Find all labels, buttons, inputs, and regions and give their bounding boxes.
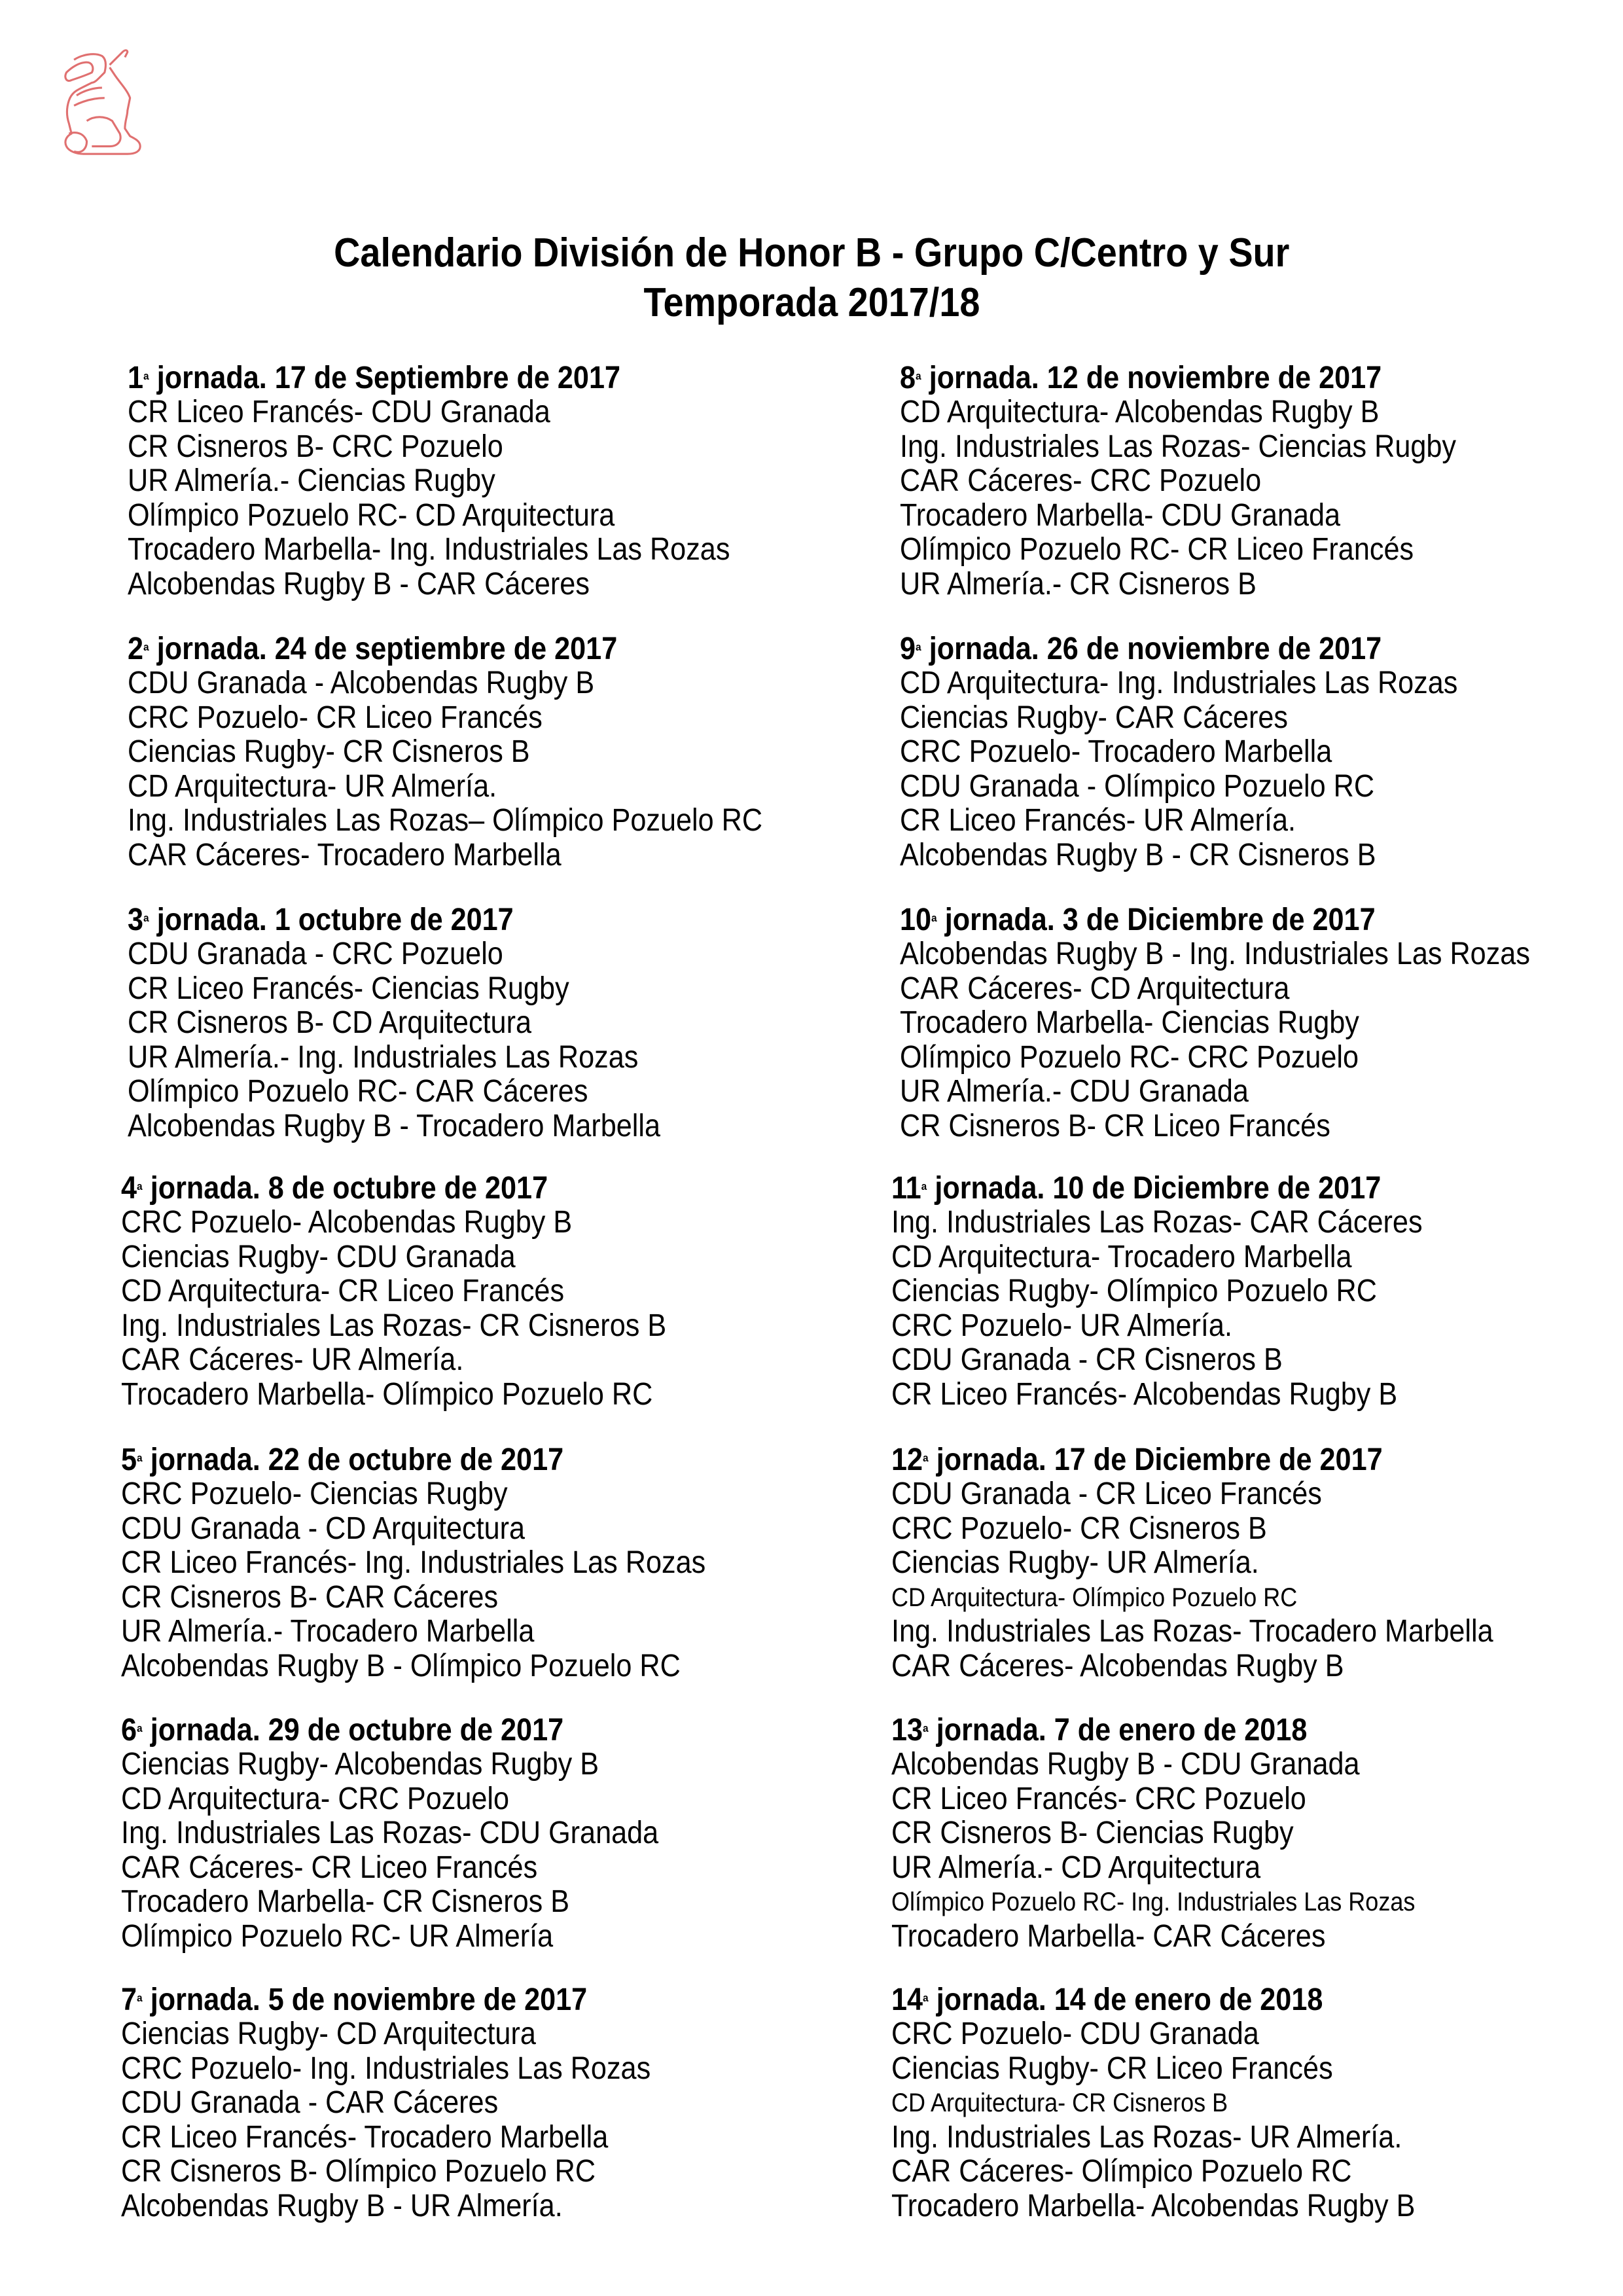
match-item: Ing. Industriales Las Rozas- CR Cisneros B <box>121 1308 667 1343</box>
lion-emblem-icon <box>47 45 152 159</box>
match-item: Alcobendas Rugby B - CAR Cáceres <box>128 566 590 601</box>
ordinal-mark: ª <box>143 912 149 931</box>
match-item: Ing. Industriales Las Rozas- CAR Cáceres <box>891 1205 1423 1240</box>
match-item: Trocadero Marbella- CR Cisneros B <box>121 1884 570 1919</box>
round-heading <box>891 1713 1569 1748</box>
match-item: CR Liceo Francés- Trocadero Marbella <box>121 2119 609 2155</box>
match-item: CAR Cáceres- CR Liceo Francés <box>121 1850 538 1885</box>
match-item: Olímpico Pozuelo RC- CRC Pozuelo <box>900 1039 1359 1075</box>
round-number: 7 <box>121 1982 137 2017</box>
round-date-label: jornada. 24 de septiembre de 2017 <box>149 632 618 666</box>
round-block <box>891 1172 1623 1412</box>
match-item: Ciencias Rugby- CD Arquitectura <box>121 2017 536 2051</box>
match-item: CAR Cáceres- UR Almería. <box>121 1342 464 1377</box>
round-block <box>121 1443 874 1683</box>
ordinal-mark: ª <box>137 1992 143 2011</box>
match-item: CRC Pozuelo- Ing. Industriales Las Rozas <box>121 2051 651 2086</box>
ordinal-mark: ª <box>916 641 921 660</box>
match-item: CR Cisneros B- CR Liceo Francés <box>900 1108 1330 1143</box>
match-item: UR Almería.- Ing. Industriales Las Rozas <box>128 1039 639 1075</box>
match-item: Olímpico Pozuelo RC- CAR Cáceres <box>128 1074 588 1109</box>
ordinal-mark: ª <box>137 1722 143 1742</box>
round-heading <box>128 632 805 666</box>
match-item: CR Liceo Francés- Ciencias Rugby <box>128 971 569 1006</box>
match-item: Trocadero Marbella- Alcobendas Rugby B <box>891 2188 1416 2223</box>
round-number: 9 <box>900 632 916 666</box>
match-item: CR Cisneros B- CAR Cáceres <box>121 1579 499 1615</box>
match-item: Ciencias Rugby- Alcobendas Rugby B <box>121 1747 599 1782</box>
match-item: UR Almería.- CD Arquitectura <box>891 1850 1261 1885</box>
round-heading <box>891 1172 1569 1206</box>
match-item: Alcobendas Rugby B - UR Almería. <box>121 2188 563 2223</box>
round-date-label: jornada. 26 de noviembre de 2017 <box>921 632 1382 666</box>
round-number: 5 <box>121 1443 137 1477</box>
match-item: CR Liceo Francés- CDU Granada <box>128 395 550 429</box>
round-date-label: jornada. 17 de Diciembre de 2017 <box>928 1443 1383 1477</box>
round-block <box>891 1443 1623 1683</box>
match-item: CD Arquitectura- UR Almería. <box>128 768 497 804</box>
match-item: Ciencias Rugby- CR Cisneros B <box>128 734 530 769</box>
round-number: 1 <box>128 361 144 395</box>
match-item: CD Arquitectura- CR Cisneros B <box>891 2089 1228 2117</box>
match-item: CRC Pozuelo- Trocadero Marbella <box>900 734 1332 769</box>
round-block <box>891 1713 1623 1954</box>
match-item: CRC Pozuelo- UR Almería. <box>891 1308 1232 1343</box>
round-heading <box>121 1172 798 1206</box>
round-date-label: jornada. 7 de enero de 2018 <box>928 1713 1308 1748</box>
round-number: 2 <box>128 632 144 666</box>
match-item: CRC Pozuelo- Alcobendas Rugby B <box>121 1205 573 1240</box>
match-item: CRC Pozuelo- CR Liceo Francés <box>128 700 543 735</box>
round-number: 13 <box>891 1713 923 1748</box>
match-item: CAR Cáceres- Trocadero Marbella <box>128 837 562 872</box>
ordinal-mark: ª <box>923 1992 929 2011</box>
match-item: Alcobendas Rugby B - CR Cisneros B <box>900 837 1376 872</box>
match-item: UR Almería.- Trocadero Marbella <box>121 1614 535 1649</box>
match-item: CR Liceo Francés- CRC Pozuelo <box>891 1781 1306 1816</box>
match-item: CRC Pozuelo- CR Cisneros B <box>891 1511 1267 1546</box>
round-number: 6 <box>121 1713 137 1748</box>
match-item: CR Cisneros B- CD Arquitectura <box>128 1005 531 1040</box>
match-item: CDU Granada - Alcobendas Rugby B <box>128 666 595 700</box>
round-number: 11 <box>891 1171 921 1206</box>
match-item: Ing. Industriales Las Rozas– Olímpico Pozuelo RC <box>128 803 763 838</box>
ordinal-mark: ª <box>923 1722 929 1742</box>
ordinal-mark: ª <box>931 912 937 931</box>
match-item: CDU Granada - Olímpico Pozuelo RC <box>900 768 1375 804</box>
round-heading <box>891 1443 1569 1477</box>
match-item: CDU Granada - CR Liceo Francés <box>891 1477 1322 1511</box>
round-date-label: jornada. 17 de Septiembre de 2017 <box>149 361 621 395</box>
match-item: Alcobendas Rugby B - Olímpico Pozuelo RC <box>121 1648 681 1683</box>
match-item: CD Arquitectura- CRC Pozuelo <box>121 1781 510 1816</box>
ordinal-mark: ª <box>923 1452 929 1471</box>
round-date-label: jornada. 12 de noviembre de 2017 <box>921 361 1382 395</box>
match-item: CAR Cáceres- Olímpico Pozuelo RC <box>891 2154 1352 2189</box>
round-number: 8 <box>900 361 916 395</box>
match-item: CD Arquitectura- Alcobendas Rugby B <box>900 395 1380 429</box>
round-number: 14 <box>891 1982 923 2017</box>
match-item: Olímpico Pozuelo RC- CD Arquitectura <box>128 497 615 533</box>
round-heading <box>121 1443 798 1477</box>
match-item: Trocadero Marbella- CAR Cáceres <box>891 1918 1326 1954</box>
match-item: CDU Granada - CAR Cáceres <box>121 2085 499 2120</box>
round-heading <box>900 361 1577 395</box>
round-date-label: jornada. 1 octubre de 2017 <box>149 903 514 937</box>
match-item: CDU Granada - CR Cisneros B <box>891 1342 1283 1377</box>
round-block <box>121 1713 874 1954</box>
match-item: Olímpico Pozuelo RC- UR Almería <box>121 1918 554 1954</box>
match-item: Trocadero Marbella- Ing. Industriales Las Rozas <box>128 532 730 567</box>
match-item: Trocadero Marbella- CDU Granada <box>900 497 1341 533</box>
round-number: 3 <box>128 903 144 937</box>
round-block <box>900 361 1623 601</box>
round-block <box>128 903 880 1143</box>
round-number: 4 <box>121 1171 137 1206</box>
match-item: Alcobendas Rugby B - Ing. Industriales Las Rozas <box>900 937 1530 971</box>
round-number: 12 <box>891 1443 923 1477</box>
match-item: CAR Cáceres- CRC Pozuelo <box>900 463 1262 498</box>
match-item: CR Cisneros B- Olímpico Pozuelo RC <box>121 2154 596 2189</box>
match-item: CR Cisneros B- Ciencias Rugby <box>891 1816 1294 1850</box>
match-item: CD Arquitectura- Ing. Industriales Las Rozas <box>900 666 1458 700</box>
match-item: UR Almería.- Ciencias Rugby <box>128 463 495 498</box>
match-item: Ing. Industriales Las Rozas- Trocadero Marbella <box>891 1614 1493 1649</box>
match-item: Trocadero Marbella- Olímpico Pozuelo RC <box>121 1376 653 1412</box>
match-item: Olímpico Pozuelo RC- Ing. Industriales Las Rozas <box>891 1888 1416 1916</box>
match-item: Ciencias Rugby- CAR Cáceres <box>900 700 1289 735</box>
match-item: Ing. Industriales Las Rozas- CDU Granada <box>121 1816 659 1850</box>
match-item: CRC Pozuelo- Ciencias Rugby <box>121 1477 508 1511</box>
ordinal-mark: ª <box>916 370 921 389</box>
round-block <box>121 1172 874 1412</box>
match-item: CR Liceo Francés- UR Almería. <box>900 803 1296 838</box>
round-heading <box>900 632 1577 666</box>
round-block <box>900 632 1623 872</box>
round-number: 10 <box>900 903 932 937</box>
round-heading <box>121 1983 798 2017</box>
round-heading <box>900 903 1577 937</box>
round-heading <box>128 361 805 395</box>
match-item: Ciencias Rugby- UR Almería. <box>891 1545 1259 1580</box>
match-item: Olímpico Pozuelo RC- CR Liceo Francés <box>900 532 1414 567</box>
round-heading <box>121 1713 798 1748</box>
match-item: UR Almería.- CDU Granada <box>900 1074 1249 1109</box>
match-item: CDU Granada - CD Arquitectura <box>121 1511 526 1546</box>
match-item: CD Arquitectura- Olímpico Pozuelo RC <box>891 1583 1298 1612</box>
round-date-label: jornada. 14 de enero de 2018 <box>928 1982 1323 2017</box>
round-block <box>121 1983 874 2223</box>
round-date-label: jornada. 10 de Diciembre de 2017 <box>927 1171 1382 1206</box>
match-item: Ciencias Rugby- CDU Granada <box>121 1239 516 1274</box>
round-heading <box>128 903 805 937</box>
match-item: CDU Granada - CRC Pozuelo <box>128 937 503 971</box>
match-item: Ciencias Rugby- Olímpico Pozuelo RC <box>891 1274 1377 1308</box>
match-item: CRC Pozuelo- CDU Granada <box>891 2017 1259 2051</box>
ordinal-mark: ª <box>921 1180 927 1200</box>
match-item: UR Almería.- CR Cisneros B <box>900 566 1257 601</box>
match-item: Ing. Industriales Las Rozas- UR Almería. <box>891 2119 1402 2155</box>
match-item: CAR Cáceres- Alcobendas Rugby B <box>891 1648 1344 1683</box>
ordinal-mark: ª <box>137 1180 143 1200</box>
page-title: Calendario División de Honor B - Grupo C/Centro y Sur <box>333 230 1290 276</box>
match-item: CD Arquitectura- CR Liceo Francés <box>121 1274 565 1308</box>
round-block <box>891 1983 1623 2223</box>
match-item: CR Liceo Francés- Ing. Industriales Las Rozas <box>121 1545 706 1580</box>
match-item: CR Cisneros B- CRC Pozuelo <box>128 429 503 464</box>
round-date-label: jornada. 5 de noviembre de 2017 <box>142 1982 588 2017</box>
round-date-label: jornada. 29 de octubre de 2017 <box>142 1713 564 1748</box>
round-heading <box>891 1983 1569 2017</box>
match-item: Ing. Industriales Las Rozas- Ciencias Rugby <box>900 429 1457 464</box>
match-item: CD Arquitectura- Trocadero Marbella <box>891 1239 1352 1274</box>
match-item: CR Liceo Francés- Alcobendas Rugby B <box>891 1376 1398 1412</box>
match-item: Trocadero Marbella- Ciencias Rugby <box>900 1005 1359 1040</box>
match-item: Alcobendas Rugby B - Trocadero Marbella <box>128 1108 661 1143</box>
match-item: Ciencias Rugby- CR Liceo Francés <box>891 2051 1333 2086</box>
match-item: Alcobendas Rugby B - CDU Granada <box>891 1747 1360 1782</box>
round-date-label: jornada. 22 de octubre de 2017 <box>142 1443 564 1477</box>
round-block <box>900 903 1623 1143</box>
ordinal-mark: ª <box>143 641 149 660</box>
round-block <box>128 632 880 872</box>
ordinal-mark: ª <box>137 1452 143 1471</box>
match-item: CAR Cáceres- CD Arquitectura <box>900 971 1290 1006</box>
round-block <box>128 361 880 601</box>
ordinal-mark: ª <box>143 370 149 389</box>
round-date-label: jornada. 8 de octubre de 2017 <box>142 1171 548 1206</box>
page-subtitle: Temporada 2017/18 <box>643 280 980 325</box>
round-date-label: jornada. 3 de Diciembre de 2017 <box>936 903 1376 937</box>
